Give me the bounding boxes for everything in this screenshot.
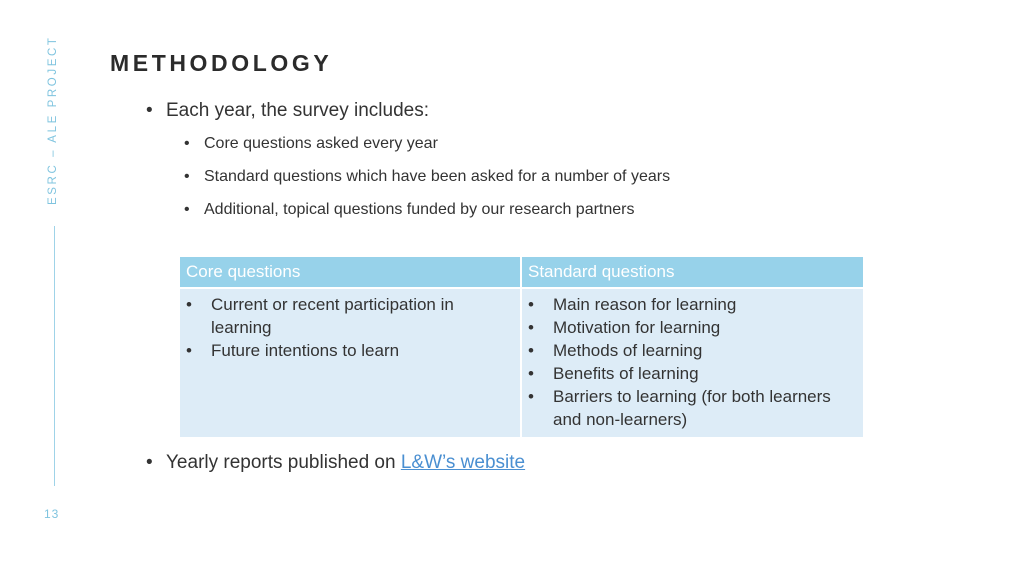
bullet-icon: • <box>528 295 534 314</box>
bullet-icon: • <box>528 387 534 406</box>
bullet-icon: • <box>184 135 190 152</box>
core-questions-cell <box>180 288 521 437</box>
list-item <box>528 385 857 431</box>
standard-item-text: Main reason for learning <box>553 295 737 314</box>
bullet-icon: • <box>184 201 190 218</box>
bullet-icon: • <box>186 295 192 314</box>
bullet-icon: • <box>146 100 153 121</box>
list-item <box>528 339 857 362</box>
standard-item-text: Benefits of learning <box>553 364 699 383</box>
list-item <box>528 362 857 385</box>
intro-text: Each year, the survey includes: <box>166 100 429 121</box>
bullet-icon: • <box>186 341 192 360</box>
lw-website-link[interactable]: L&W’s website <box>400 452 526 473</box>
slide-title: METHODOLOGY <box>110 50 333 76</box>
list-item <box>184 193 670 226</box>
list-item <box>184 127 670 160</box>
questions-table <box>180 257 863 437</box>
table-row <box>180 288 863 437</box>
list-item <box>528 316 857 339</box>
project-label: ESRC – ALE PROJECT <box>47 35 59 205</box>
bullet-icon: • <box>528 364 534 383</box>
list-item <box>186 293 514 339</box>
core-questions-header: Core questions <box>180 257 521 288</box>
bullet-icon: • <box>146 452 153 473</box>
sub-item-text: Standard questions which have been asked for a number of years <box>204 168 671 185</box>
reports-text: Yearly reports published on <box>166 452 401 473</box>
table-header-row <box>180 257 863 288</box>
standard-item-text: Methods of learning <box>553 341 703 360</box>
standard-item-text: Motivation for learning <box>553 318 721 337</box>
sub-bullet-list <box>184 127 670 226</box>
reports-bullet <box>146 452 525 474</box>
standard-questions-list <box>528 293 857 431</box>
list-item <box>186 339 514 362</box>
sub-item-text: Additional, topical questions funded by our research partners <box>204 201 635 218</box>
core-item-text: Current or recent participation in learning <box>211 295 454 337</box>
core-item-text: Future intentions to learn <box>211 341 400 360</box>
standard-item-text: Barriers to learning (for both learners and non-learners) <box>553 387 831 429</box>
standard-questions-header: Standard questions <box>521 257 863 288</box>
bullet-icon: • <box>184 168 190 185</box>
sub-item-text: Core questions asked every year <box>204 135 438 152</box>
side-divider <box>54 226 55 486</box>
bullet-icon: • <box>528 318 534 337</box>
intro-bullet <box>146 98 670 124</box>
bullet-list <box>146 98 670 226</box>
list-item <box>184 160 670 193</box>
standard-questions-cell <box>521 288 863 437</box>
bullet-icon: • <box>528 341 534 360</box>
page-number: 13 <box>44 507 60 521</box>
core-questions-list <box>186 293 514 362</box>
list-item <box>528 293 857 316</box>
